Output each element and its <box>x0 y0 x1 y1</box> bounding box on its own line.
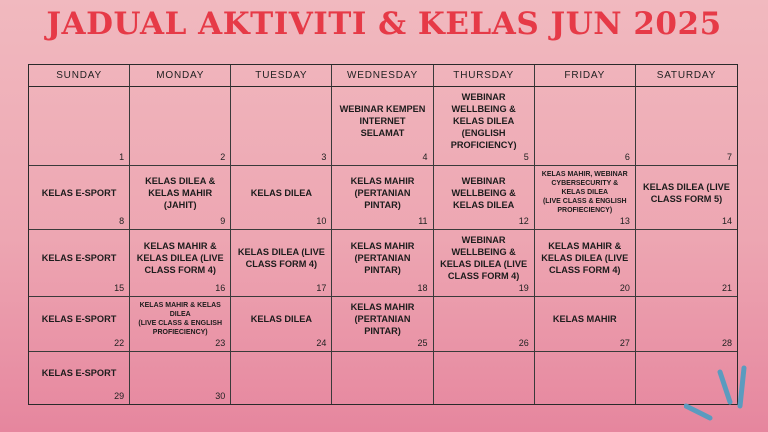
day-header-wednesday: WEDNESDAY <box>332 65 433 87</box>
calendar-day-cell <box>535 230 636 297</box>
event-label <box>251 313 312 325</box>
date-number: 11 <box>418 216 428 226</box>
calendar-day-cell <box>130 166 231 230</box>
event-label <box>539 240 631 276</box>
calendar-day-cell <box>636 230 737 297</box>
calendar-day-cell <box>434 352 535 404</box>
date-number: 15 <box>114 283 125 293</box>
calendar-day-cell <box>434 166 535 230</box>
calendar-day-cell <box>636 87 737 166</box>
calendar-day-cell <box>332 297 433 352</box>
decorative-strokes-icon <box>684 362 768 432</box>
calendar-grid <box>28 64 738 405</box>
calendar-day-cell <box>434 87 535 166</box>
calendar-day-cell <box>29 297 130 352</box>
calendar-day-cell <box>636 297 737 352</box>
event-label <box>336 301 428 337</box>
event-label <box>42 252 117 264</box>
date-number: 17 <box>316 283 327 293</box>
calendar-day-cell <box>130 230 231 297</box>
date-number: 16 <box>215 283 226 293</box>
date-number: 12 <box>518 216 529 226</box>
event-text: KELAS E-SPORT <box>41 368 117 378</box>
event-label <box>539 170 631 215</box>
date-number: 18 <box>417 283 428 293</box>
calendar-day-cell <box>535 352 636 404</box>
date-number: 9 <box>220 216 226 226</box>
event-text: KELAS DILEA & KELAS MAHIR (JAHIT) <box>145 175 216 210</box>
event-subtext: (LIVE CLASS & ENGLISH PROFIECIENCY) <box>542 198 627 214</box>
date-number: 26 <box>518 338 529 348</box>
date-number: 29 <box>114 391 125 401</box>
date-number: 7 <box>726 152 732 162</box>
date-number: 1 <box>119 152 125 162</box>
calendar-day-cell <box>535 297 636 352</box>
event-label <box>553 313 617 325</box>
date-number: 25 <box>417 338 428 348</box>
date-number: 27 <box>619 338 630 348</box>
event-label <box>438 175 530 211</box>
event-label <box>134 175 226 211</box>
day-header-saturday: SATURDAY <box>636 65 737 87</box>
calendar-day-cell <box>29 230 130 297</box>
date-number: 2 <box>220 152 226 162</box>
date-number: 21 <box>721 283 732 293</box>
calendar-day-cell <box>332 166 433 230</box>
calendar-day-cell <box>332 87 433 166</box>
event-text: KELAS E-SPORT <box>41 187 117 198</box>
event-text: KELAS MAHIR & KELAS DILEA <box>139 302 221 318</box>
event-label <box>336 175 428 211</box>
calendar-day-cell <box>231 87 332 166</box>
event-text: KELAS DILEA <box>250 314 312 324</box>
event-text: KELAS MAHIR (PERTANIAN PINTAR) <box>350 175 415 210</box>
day-header-sunday: SUNDAY <box>29 65 130 87</box>
event-label <box>42 367 117 379</box>
event-text: KELAS MAHIR & KELAS DILEA (LIVE CLASS FORM 4) <box>136 241 224 275</box>
event-text: KELAS E-SPORT <box>41 253 117 263</box>
calendar-day-cell <box>231 297 332 352</box>
date-number: 3 <box>321 152 327 162</box>
event-label <box>134 240 226 276</box>
event-text: KELAS MAHIR (PERTANIAN PINTAR) <box>350 241 415 275</box>
date-number: 23 <box>215 338 226 348</box>
calendar-day-cell <box>332 352 433 404</box>
date-number: 6 <box>624 152 630 162</box>
event-label <box>438 234 530 282</box>
event-text: KELAS E-SPORT <box>41 314 117 324</box>
date-number: 14 <box>721 216 732 226</box>
event-text: KELAS MAHIR <box>552 314 617 324</box>
date-number: 5 <box>523 152 529 162</box>
date-number: 4 <box>422 152 428 162</box>
calendar-day-cell <box>29 166 130 230</box>
calendar-day-cell <box>130 297 231 352</box>
event-text: KELAS DILEA <box>250 187 312 198</box>
event-text: WEBINAR WELLBEING & KELAS DILEA <box>451 175 516 210</box>
calendar-day-cell <box>332 230 433 297</box>
date-number: 13 <box>619 216 630 226</box>
calendar-day-cell <box>130 87 231 166</box>
event-label <box>438 91 530 151</box>
event-label <box>134 301 226 337</box>
date-number: 10 <box>316 216 327 226</box>
day-header-tuesday: TUESDAY <box>231 65 332 87</box>
calendar-day-cell <box>535 87 636 166</box>
calendar-day-cell <box>130 352 231 404</box>
date-number: 19 <box>518 283 529 293</box>
event-text: KELAS DILEA (LIVE CLASS FORM 5) <box>642 181 730 204</box>
event-label <box>42 187 117 199</box>
calendar-day-cell <box>434 297 535 352</box>
event-text: KELAS MAHIR & KELAS DILEA (LIVE CLASS FORM 4) <box>541 241 629 275</box>
event-label <box>235 246 327 270</box>
event-text: KELAS DILEA (LIVE CLASS FORM 4) <box>237 247 325 269</box>
date-number: 30 <box>215 391 226 401</box>
calendar-day-cell <box>636 166 737 230</box>
calendar-day-cell <box>231 352 332 404</box>
calendar-day-cell <box>29 87 130 166</box>
event-label <box>336 240 428 276</box>
date-number: 20 <box>619 283 630 293</box>
page-title: JADUAL AKTIVITI & KELAS JUN 2025 <box>46 6 722 42</box>
date-number: 22 <box>114 338 125 348</box>
event-subtext: (LIVE CLASS & ENGLISH PROFIECIENCY) <box>138 320 223 336</box>
date-number: 8 <box>119 216 125 226</box>
event-text: WEBINAR WELLBEING & KELAS DILEA (LIVE CLASS FORM 4) <box>440 235 528 281</box>
event-text: KELAS MAHIR, WEBINAR CYBERSECURITY & KELAS DILEA <box>541 171 628 196</box>
day-header-thursday: THURSDAY <box>434 65 535 87</box>
calendar-day-cell <box>535 166 636 230</box>
event-label <box>336 103 428 139</box>
event-text: WEBINAR WELLBEING & KELAS DILEA (ENGLISH PROFICIENCY) <box>450 92 517 150</box>
event-label <box>251 187 312 199</box>
day-header-friday: FRIDAY <box>535 65 636 87</box>
calendar-day-cell <box>29 352 130 404</box>
date-number: 24 <box>316 338 327 348</box>
event-label <box>42 313 117 325</box>
calendar-day-cell <box>434 230 535 297</box>
day-header-monday: MONDAY <box>130 65 231 87</box>
event-text: WEBINAR KEMPEN INTERNET SELAMAT <box>339 104 426 138</box>
event-label <box>640 181 733 205</box>
calendar-day-cell <box>231 166 332 230</box>
event-text: KELAS MAHIR (PERTANIAN PINTAR) <box>350 302 415 336</box>
calendar-day-cell <box>231 230 332 297</box>
date-number: 28 <box>721 338 732 348</box>
